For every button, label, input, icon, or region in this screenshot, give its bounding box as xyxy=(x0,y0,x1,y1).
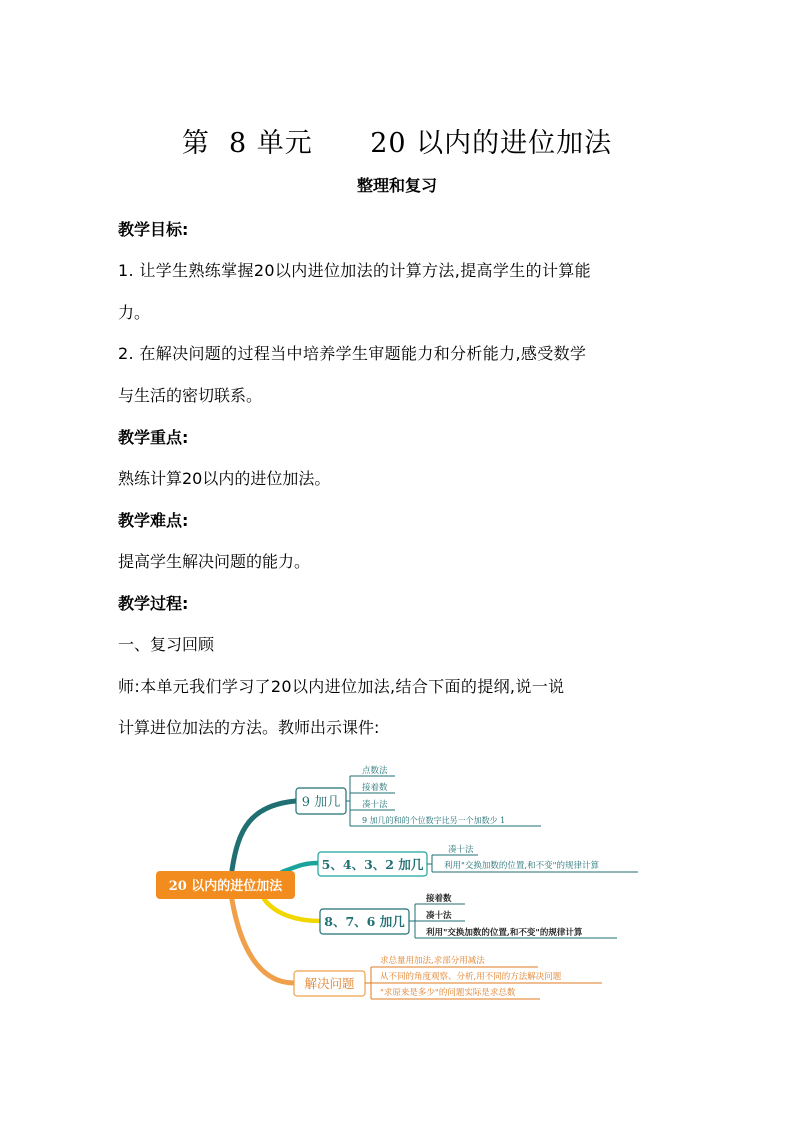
branch-curve-2 xyxy=(282,863,318,872)
branch-curve-1 xyxy=(232,801,296,870)
goal-1-line-2: 力。 xyxy=(118,303,151,322)
branch-2-item-2: 利用"交换加数的位置,和不变"的规律计算 xyxy=(444,861,600,871)
difficulty-heading: 教学难点: xyxy=(118,511,189,530)
difficulty-text: 提高学生解决问题的能力。 xyxy=(118,552,311,571)
branch-label-3: 8、7、6 加几 xyxy=(324,914,405,929)
document-subtitle: 整理和复习 xyxy=(356,176,437,195)
mindmap-root-label: 20 以内的进位加法 xyxy=(168,879,283,894)
goal-2-line-2: 与生活的密切联系。 xyxy=(118,386,263,405)
goals-heading: 教学目标: xyxy=(118,220,189,239)
branch-2-item-1: 凑十法 xyxy=(448,845,474,855)
branch-1-item-4: 9 加几的和的个位数字比另一个加数少 1 xyxy=(362,816,506,825)
branch-3-item-2: 凑十法 xyxy=(426,911,452,921)
branch-1-item-1: 点数法 xyxy=(362,766,388,776)
branch-3-item-3: 利用"交换加数的位置,和不变"的规律计算 xyxy=(426,928,583,938)
section-review-heading: 一、复习回顾 xyxy=(118,635,215,654)
branch-1-item-2: 接着数 xyxy=(362,783,388,793)
branch-bracket-1 xyxy=(346,776,360,826)
branch-label-1: 9 加几 xyxy=(301,795,341,810)
goal-2-line-1: 2. 在解决问题的过程当中培养学生审题能力和分析能力,感受数学 xyxy=(118,344,587,363)
key-points-heading: 教学重点: xyxy=(118,428,189,447)
branch-curve-3 xyxy=(264,899,320,921)
branch-1-item-3: 凑十法 xyxy=(362,800,388,810)
branch-label-2: 5、4、3、2 加几 xyxy=(321,857,424,872)
teacher-line-2: 计算进位加法的方法。教师出示课件: xyxy=(118,718,380,737)
document-title: 第 8 单元 20 以内的进位加法 xyxy=(181,128,613,159)
branch-4-item-3: "求原来是多少"的问题实际是求总数 xyxy=(380,988,516,998)
goal-1-line-1: 1. 让学生熟练掌握20以内进位加法的计算方法,提高学生的计算能 xyxy=(118,261,591,280)
branch-label-4: 解决问题 xyxy=(304,976,355,991)
branch-4-item-1: 求总量用加法,求部分用减法 xyxy=(380,956,485,966)
branch-3-item-1: 接着数 xyxy=(426,894,452,904)
process-heading: 教学过程: xyxy=(118,594,189,613)
branch-4-item-2: 从不同的角度观察、分析,用不同的方法解决问题 xyxy=(380,972,562,982)
teacher-line-1: 师:本单元我们学习了20以内进位加法,结合下面的提纲,说一说 xyxy=(118,677,565,696)
key-points-text: 熟练计算20以内的进位加法。 xyxy=(118,469,331,488)
